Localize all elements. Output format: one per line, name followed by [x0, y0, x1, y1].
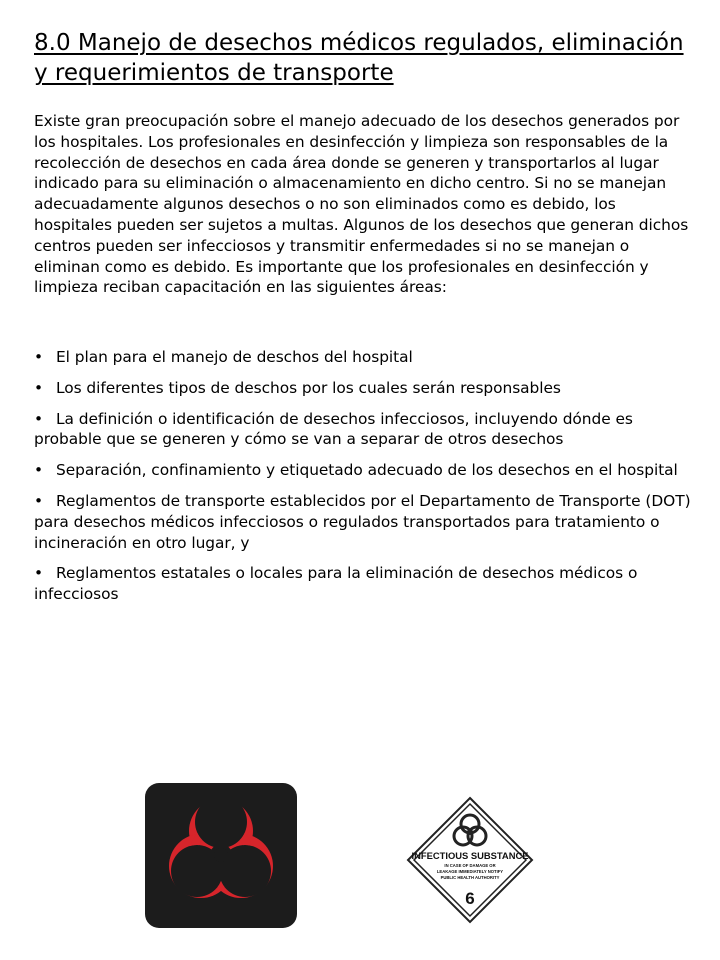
bullet-marker: • — [34, 461, 44, 480]
infectious-substance-label-image — [406, 796, 534, 924]
list-item — [34, 563, 694, 605]
list-item — [34, 491, 694, 553]
page-title: 8.0 Manejo de desechos médicos regulados, eliminación y requerimientos de transporte — [34, 30, 684, 86]
list-item-text: Los diferentes tipos de deschos por los cuales serán responsables — [56, 378, 561, 397]
biohazard-symbol-image — [145, 783, 297, 928]
biohazard-icon — [145, 783, 297, 928]
list-item-text: Reglamentos estatales o locales para la eliminación de desechos médicos o infecciosos — [34, 564, 638, 604]
list-item-text: La definición o identificación de desechos infecciosos, incluyendo dónde es probable que se generen y cómo se van a separar de otros desechos — [34, 409, 633, 449]
bullet-marker: • — [34, 491, 44, 510]
bullet-marker: • — [34, 564, 44, 583]
list-item — [34, 347, 694, 368]
bullet-marker: • — [34, 378, 44, 397]
bullet-marker: • — [34, 409, 44, 428]
bullet-marker: • — [34, 348, 44, 366]
list-item — [34, 409, 694, 451]
label-line-3: PUBLIC HEALTH AUTHORITY — [440, 875, 500, 880]
label-line-2: LEAKAGE IMMEDIATELY NOTIFY — [436, 869, 504, 874]
intro-paragraph: Existe gran preocupación sobre el manejo adecuado de los desechos generados por los hospitales. Los profesionales en desinfección y limpieza son responsables de la recolección de desechos en cada área donde se generen y transportarlos al lugar indicado para su eliminación o almacenamiento en dicho centro. Si no se manejan adecuadamente algunos desechos o no son eliminados como es debido, los hospitales pueden ser sujetos a multas. Algunos de los desechos que generan dichos centros pueden ser infecciosos y transmitir enfermedades si no se manejan o eliminan como es debido. Es importante que los profesionales en desinfección y limpieza reciban capacitación en las siguientes áreas: — [34, 112, 689, 297]
hazard-class-number: 6 — [465, 889, 475, 908]
label-line-1: IN CASE OF DAMAGE OR — [444, 863, 496, 868]
label-heading: INFECTIOUS SUBSTANCE — [411, 850, 529, 861]
training-areas-list — [34, 347, 694, 615]
list-item-text: El plan para el manejo de deschos del hospital — [56, 348, 413, 366]
list-item — [34, 460, 694, 481]
list-item-text: Separación, confinamiento y etiquetado adecuado de los desechos en el hospital — [56, 461, 678, 480]
list-item — [34, 378, 694, 399]
list-item-text: Reglamentos de transporte establecidos por el Departamento de Transporte (DOT) para desechos médicos infecciosos o regulados transportados para tratamiento o incineración en otro lugar, y — [34, 491, 691, 552]
